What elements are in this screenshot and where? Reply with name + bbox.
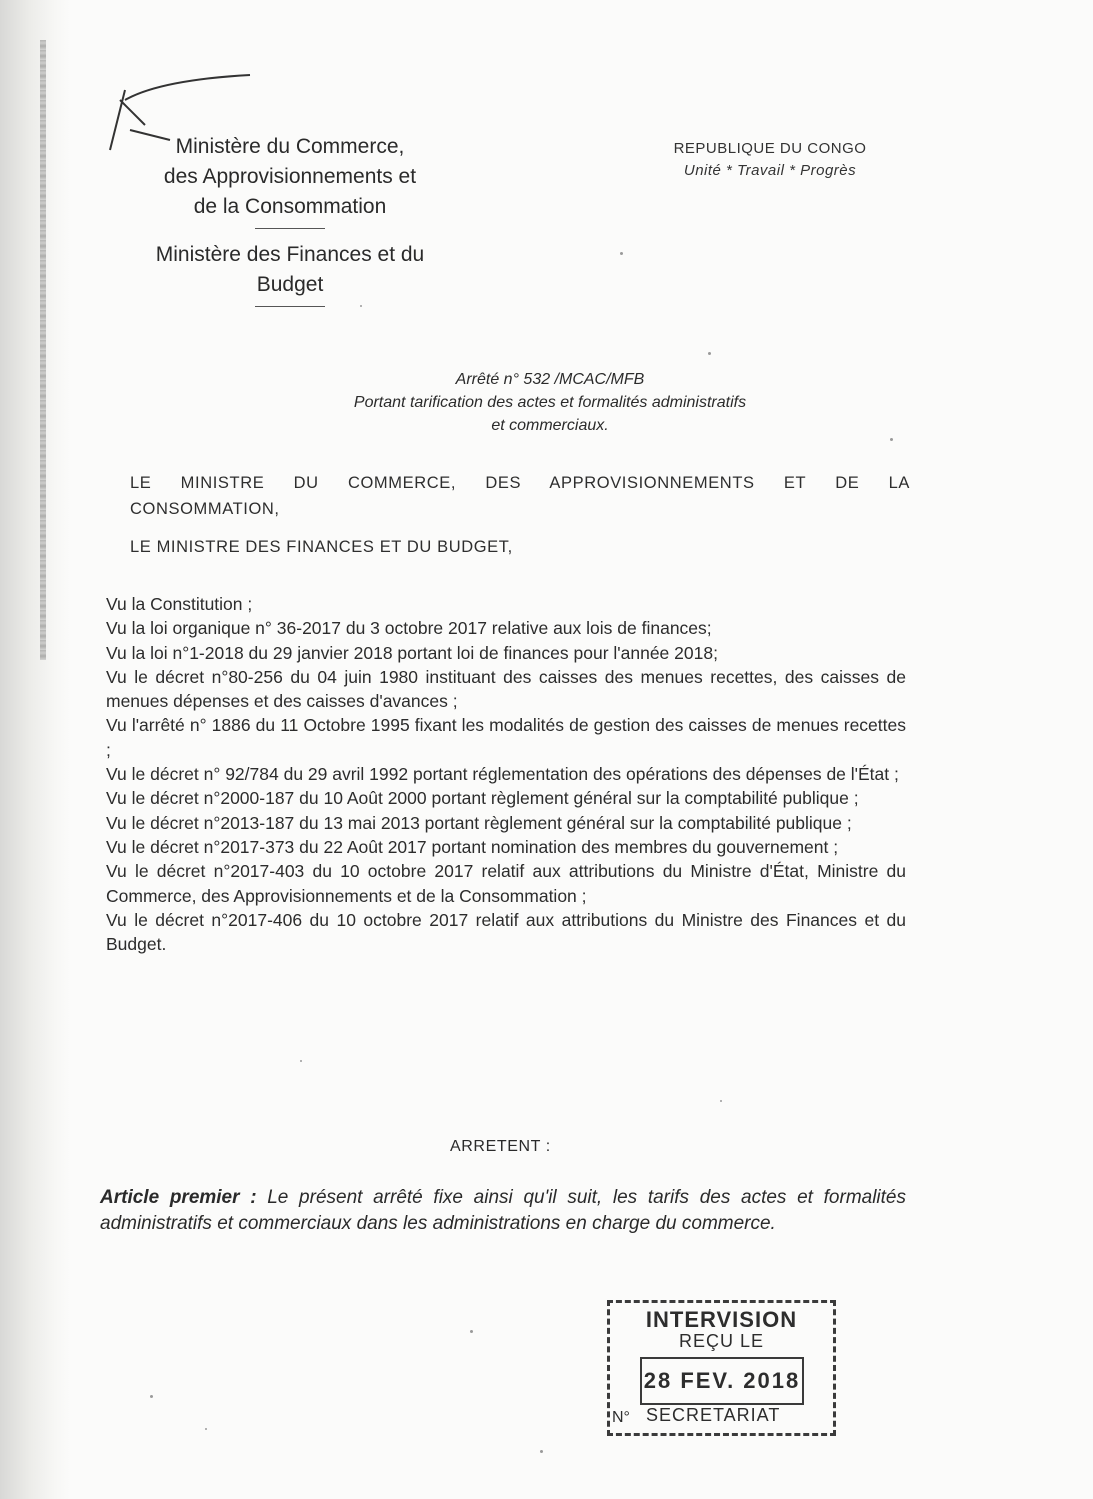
- stamp-received-label: REÇU LE: [678, 1331, 765, 1351]
- scan-speck: [720, 1100, 722, 1102]
- ministry-finance-line2: Budget: [256, 273, 324, 296]
- visa-item: Vu le décret n°80-256 du 04 juin 1980 instituant des caisses des menues recettes, des caisses de menues dépenses et des caisses d'avances ;: [106, 666, 906, 712]
- scan-speck: [300, 1060, 302, 1062]
- scanner-edge-line: [40, 40, 46, 660]
- decree-subject-line1: Portant tarification des actes et formalités administratifs: [353, 394, 747, 411]
- reception-stamp: [607, 1300, 836, 1436]
- scan-speck: [540, 1450, 543, 1453]
- ministry-commerce-line3: de la Consommation: [193, 195, 387, 218]
- visa-item: Vu le décret n°2000-187 du 10 Août 2000 portant règlement général sur la comptabilité publique ;: [106, 788, 859, 809]
- country-header: [640, 138, 900, 182]
- visa-item: Vu le décret n°2017-403 du 10 octobre 2017 relatif aux attributions du Ministre d'État, Ministre du Commerce, des Approvisionnements et de la Consommation ;: [106, 861, 906, 906]
- ministry-commerce-line1: Ministère du Commerce,: [175, 135, 405, 158]
- issuing-ministries: [110, 132, 470, 318]
- ministry-commerce-line2: des Approvisionnements et: [163, 165, 417, 188]
- country-name: REPUBLIQUE DU CONGO: [673, 140, 867, 157]
- decree-subject-line2: et commerciaux.: [491, 417, 609, 434]
- minister-commerce-line1: LE MINISTRE DU COMMERCE, DES APPROVISIONNEMENTS ET DE LA: [130, 474, 910, 492]
- article-lead: Article premier :: [100, 1187, 257, 1208]
- visa-item: Vu le décret n°2013-187 du 13 mai 2013 portant règlement général sur la comptabilité publique ;: [106, 812, 852, 833]
- scan-speck: [620, 252, 623, 255]
- scan-speck: [890, 438, 893, 441]
- visas-list: [106, 592, 906, 956]
- visa-item: Vu l'arrêté n° 1886 du 11 Octobre 1995 fixant les modalités de gestion des caisses de menues recettes ;: [106, 715, 906, 760]
- minister-finance: LE MINISTRE DES FINANCES ET DU BUDGET,: [130, 538, 513, 556]
- visa-item: Vu le décret n°2017-373 du 22 Août 2017 portant nomination des membres du gouvernement ;: [106, 836, 839, 857]
- header-separator: [255, 306, 325, 308]
- article-premier: [100, 1185, 906, 1237]
- minister-commerce-line2: CONSOMMATION,: [130, 500, 280, 518]
- ministry-finance-line1: Ministère des Finances et du: [155, 243, 425, 266]
- decree-title: [200, 368, 900, 437]
- stamp-title: INTERVISION: [645, 1307, 798, 1332]
- scan-speck: [205, 1428, 207, 1430]
- visa-item: Vu le décret n° 92/784 du 29 avril 1992 portant réglementation des opérations des dépenses de l'État ;: [106, 764, 899, 785]
- scan-speck: [470, 1330, 473, 1333]
- scan-speck: [360, 305, 362, 307]
- decree-number: Arrêté n° 532 /MCAC/MFB: [455, 371, 645, 388]
- arretent-heading: ARRETENT :: [450, 1138, 551, 1155]
- national-motto: Unité * Travail * Progrès: [683, 162, 857, 179]
- scan-speck: [150, 1395, 153, 1398]
- visa-item: Vu le décret n°2017-406 du 10 octobre 2017 relatif aux attributions du Ministre des Finances et du Budget.: [106, 909, 906, 955]
- header-separator: [255, 228, 325, 230]
- visa-item: Vu la loi organique n° 36-2017 du 3 octobre 2017 relative aux lois de finances;: [106, 618, 712, 639]
- scan-speck: [708, 352, 711, 355]
- scanner-edge: [0, 0, 70, 1499]
- stamp-date: 28 FEV. 2018: [640, 1357, 804, 1405]
- article-text: Le présent arrêté fixe ainsi qu'il suit, les tarifs des actes et formalités administratifs et commerciaux dans les administrations en charge du commerce.: [100, 1187, 906, 1234]
- visa-item: Vu la Constitution ;: [106, 594, 253, 614]
- visa-item: Vu la loi n°1-2018 du 29 janvier 2018 portant loi de finances pour l'année 2018;: [106, 642, 718, 663]
- stamp-office: SECRETARIAT: [646, 1405, 781, 1425]
- stamp-number-label: N°: [612, 1409, 630, 1426]
